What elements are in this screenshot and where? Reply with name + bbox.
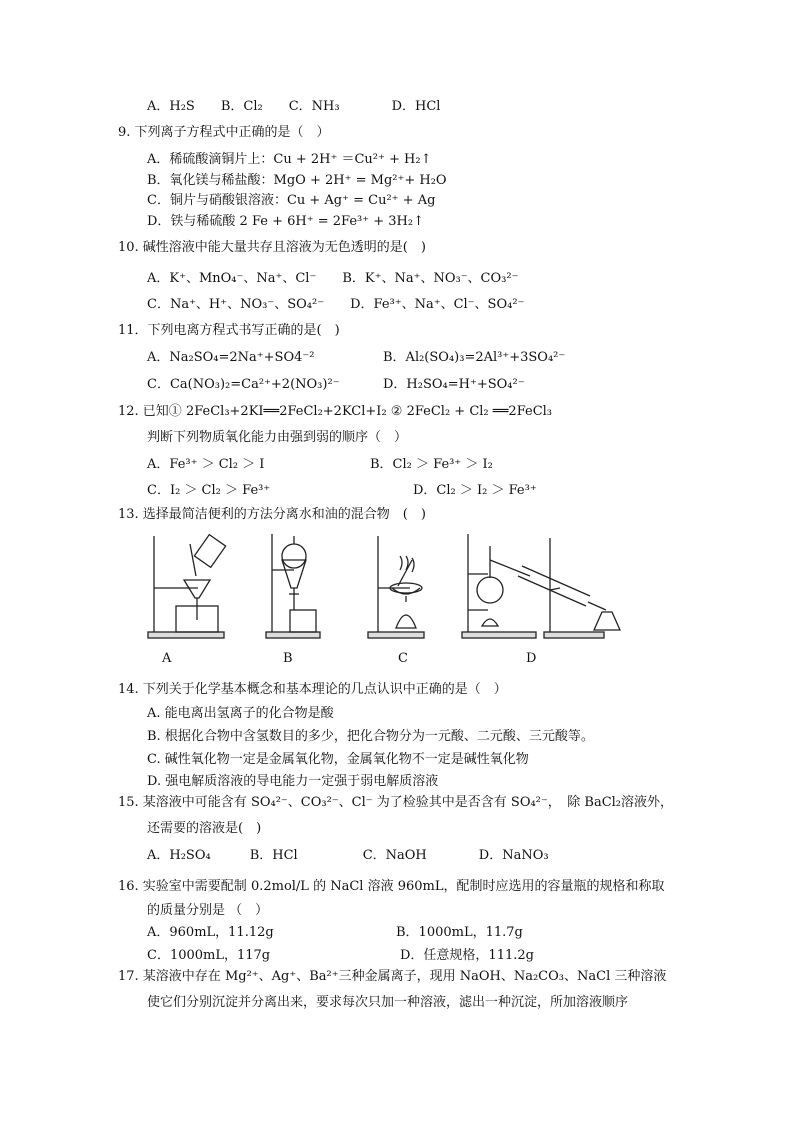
q12-option-d: D．Cl₂ ＞ I₂ ＞ Fe³⁺ (413, 483, 537, 498)
q13-stem: 13. 选择最简洁便利的方法分离水和油的混合物 ( ) (118, 507, 426, 522)
apparatus-a-label: A (162, 651, 172, 666)
apparatus-a-filtration (146, 530, 234, 640)
q15-stem-2: 还需要的溶液是( ) (147, 821, 262, 836)
q10-options-cd: C．Na⁺、H⁺、NO₃⁻、SO₄²⁻ D．Fe³⁺、Na⁺、Cl⁻、SO₄²⁻ (147, 297, 525, 312)
q16-option-d: D．任意规格，111.2g (400, 948, 534, 963)
q11-option-b: B．Al₂(SO₄)₃=2Al³⁺+3SO₄²⁻ (383, 350, 566, 365)
q11-option-a: A．Na₂SO₄=2Na⁺+SO4⁻² (147, 350, 315, 365)
q11-option-d: D．H₂SO₄=H⁺+SO₄²⁻ (383, 377, 525, 392)
q16-option-b: B．1000mL，11.7g (396, 925, 523, 940)
apparatus-b-separatory-funnel (264, 530, 324, 640)
q16-stem: 16. 实验室中需要配制 0.2mol/L 的 NaCl 溶液 960mL，配制时应选用的容量瓶的规格和称取 (118, 879, 665, 894)
q11-option-c: C．Ca(NO₃)₂=Ca²⁺+2(NO₃)²⁻ (147, 377, 340, 392)
q12-option-c: C．I₂ ＞ Cl₂ ＞ Fe³⁺ (147, 483, 271, 498)
q9-option-b: B．氧化镁与稀盐酸：MgO + 2H⁺ = Mg²⁺+ H₂O (147, 173, 447, 188)
q17-stem-2: 使它们分别沉淀并分离出来，要求每次只加一种溶液，滤出一种沉淀，所加溶液顺序 (147, 995, 629, 1010)
q10-options-ab: A．K⁺、MnO₄⁻、Na⁺、Cl⁻ B．K⁺、Na⁺、NO₃⁻、CO₃²⁻ (147, 271, 519, 286)
q9-option-d: D．铁与稀硫酸 2 Fe + 6H⁺ = 2Fe³⁺ + 3H₂↑ (147, 214, 424, 229)
q16-stem-2: 的质量分别是 （ ） (147, 903, 269, 918)
q17-stem: 17. 某溶液中存在 Mg²⁺、Ag⁺、Ba²⁺三种金属离子，现用 NaOH、Na₂CO₃、NaCl 三种溶液 (118, 969, 667, 984)
apparatus-c-evaporation (366, 530, 426, 640)
q15-stem: 15. 某溶液中可能含有 SO₄²⁻、CO₃²⁻、Cl⁻ 为了检验其中是否含有 SO₄²⁻， 除 BaCl₂溶液外， (118, 795, 674, 810)
q16-option-c: C．1000mL，117g (147, 948, 271, 963)
apparatus-d-label: D (526, 651, 537, 666)
q8-options: A．H₂S B．Cl₂ C．NH₃ D．HCl (147, 99, 441, 114)
q14-stem: 14. 下列关于化学基本概念和基本理论的几点认识中正确的是（ ） (118, 682, 507, 697)
apparatus-b-label: B (283, 651, 293, 666)
q12-option-a: A．Fe³⁺ ＞ Cl₂ ＞ I (147, 457, 265, 472)
q9-option-c: C．铜片与硝酸银溶液：Cu + Ag⁺ = Cu²⁺ + Ag (147, 193, 436, 208)
apparatus-c-label: C (398, 651, 408, 666)
q12-stem-2: 判断下列物质氧化能力由强到弱的顺序（ ） (147, 430, 408, 445)
q14-option-a: A. 能电离出氢离子的化合物是酸 (147, 706, 334, 721)
q14-option-c: C. 碱性氧化物一定是金属氧化物，金属氧化物不一定是碱性氧化物 (147, 752, 529, 767)
apparatus-d-distillation (460, 530, 628, 640)
q14-option-b: B. 根据化合物中含氢数目的多少，把化合物分为一元酸、二元酸、三元酸等。 (147, 729, 594, 744)
q15-options: A．H₂SO₄ B．HCl C．NaOH D．NaNO₃ (147, 848, 549, 863)
q9-option-a: A．稀硫酸滴铜片上：Cu + 2H⁺ ＝Cu²⁺ + H₂↑ (147, 152, 432, 167)
q12-stem: 12. 已知① 2FeCl₃+2KI══2FeCl₂+2KCl+I₂ ② 2FeCl₂ + Cl₂ ══2FeCl₃ (118, 404, 553, 419)
q9-stem: 9. 下列离子方程式中正确的是（ ） (118, 125, 330, 140)
q12-option-b: B．Cl₂ ＞ Fe³⁺ ＞ I₂ (370, 457, 493, 472)
q10-stem: 10. 碱性溶液中能大量共存且溶液为无色透明的是( ) (118, 240, 426, 255)
q11-stem: 11．下列电离方程式书写正确的是( ) (118, 323, 340, 338)
q16-option-a: A．960mL，11.12g (147, 925, 274, 940)
q14-option-d: D. 强电解质溶液的导电能力一定强于弱电解质溶液 (147, 774, 439, 789)
